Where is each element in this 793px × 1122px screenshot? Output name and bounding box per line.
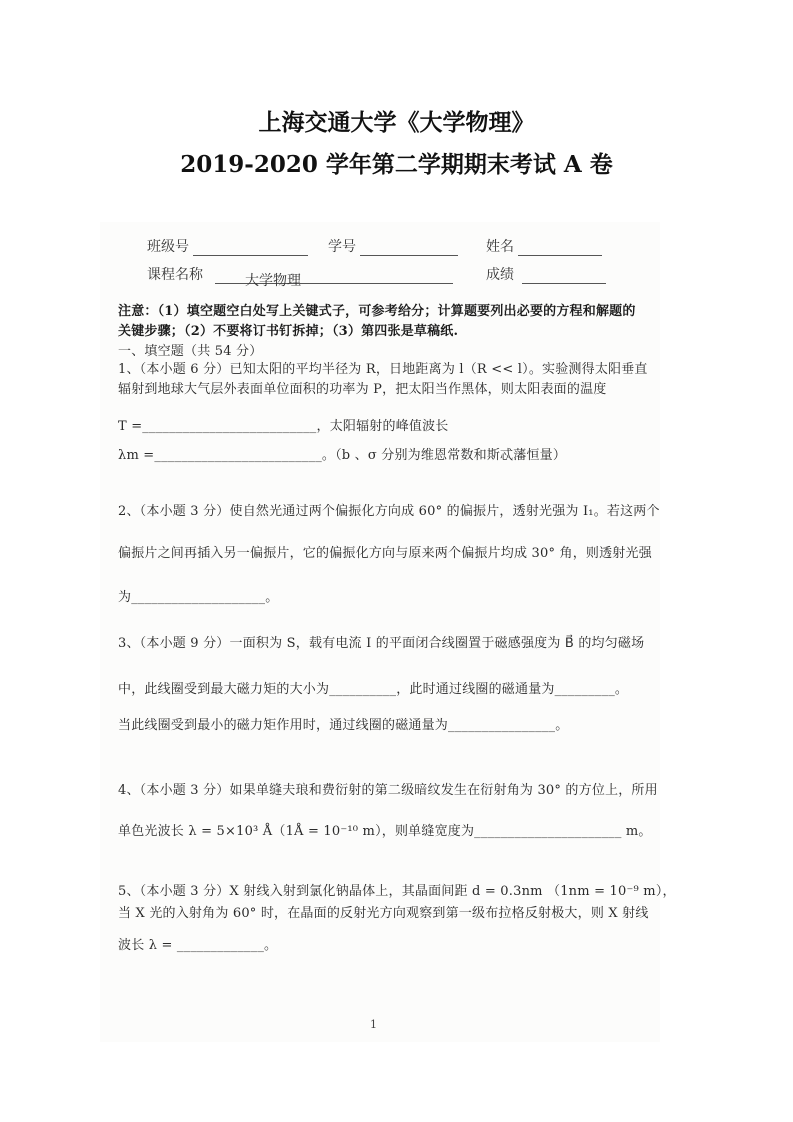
notes-line-1: 注意：（1）填空题空白处写上关键式子，可参考给分；计算题要列出必要的方程和解题的 xyxy=(118,304,636,319)
question-line: 当 X 光的入射角为 60° 时，在晶面的反射光方向观察到第一级布拉格反射极大，则 X 射线 xyxy=(118,906,649,921)
student-id-field[interactable] xyxy=(328,236,458,256)
question-line: 3、（本小题 9 分）一面积为 S，载有电流 I 的平面闭合线圈置于磁感强度为 B⃗ 的均匀磁场 xyxy=(118,636,645,651)
answer-line[interactable]: λm =_________________________。（b 、σ 分别为维恩常数和斯忒藩恒量） xyxy=(118,448,567,463)
class-field[interactable] xyxy=(147,236,308,256)
score-blank xyxy=(522,269,606,284)
answer-line[interactable]: 波长 λ = _____________。 xyxy=(118,938,278,953)
answer-line[interactable]: 中，此线圈受到最大磁力矩的大小为__________，此时通过线圈的磁通量为_________。 xyxy=(118,682,629,697)
notes-line-2: 关键步骤；（2）不要将订书钉拆掉；（3）第四张是草稿纸. xyxy=(118,324,459,339)
name-blank[interactable] xyxy=(518,241,602,256)
name-label: 姓名 xyxy=(486,239,514,255)
question-line: 5、（本小题 3 分）X 射线入射到氯化钠晶体上，其晶面间距 d = 0.3nm （1nm = 10⁻⁹ m）， xyxy=(118,884,676,899)
question-line: 2、（本小题 3 分）使自然光通过两个偏振化方向成 60° 的偏振片，透射光强为 I₁。若这两个 xyxy=(118,504,660,519)
answer-line[interactable]: T =__________________________，太阳辐射的峰值波长 xyxy=(118,419,449,434)
course-field xyxy=(147,264,453,289)
class-blank[interactable] xyxy=(193,241,308,256)
student-id-blank[interactable] xyxy=(360,241,458,256)
answer-line[interactable]: 单色光波长 λ = 5×10³ Å（1Å = 10⁻¹⁰ m），则单缝宽度为______________________ m。 xyxy=(118,824,652,839)
course-label: 课程名称 xyxy=(147,267,203,283)
class-label: 班级号 xyxy=(147,239,189,255)
question-line: 辐射到地球大气层外表面单位面积的功率为 P，把太阳当作黑体，则太阳表面的温度 xyxy=(118,382,607,397)
answer-line[interactable]: 当此线圈受到最小的磁力矩作用时，通过线圈的磁通量为________________。 xyxy=(118,718,569,733)
question-line: 偏振片之间再插入另一偏振片，它的偏振化方向与原来两个偏振片均成 30° 角，则透射光强 xyxy=(118,546,652,561)
score-label: 成绩 xyxy=(486,267,514,283)
name-field[interactable] xyxy=(486,236,602,256)
exam-title: 上海交通大学《大学物理》 xyxy=(258,109,535,136)
exam-subtitle: 2019-2020 学年第二学期期末考试 A 卷 xyxy=(180,151,613,178)
section-heading: 一、填空题（共 54 分） xyxy=(118,344,263,359)
question-line: 1、（本小题 6 分）已知太阳的平均半径为 R，日地距离为 l（R << l）。实验测得太阳垂直 xyxy=(118,362,648,377)
answer-line[interactable]: 为____________________。 xyxy=(118,590,279,605)
page-number: 1 xyxy=(370,1018,377,1031)
student-id-label: 学号 xyxy=(328,239,356,255)
score-field xyxy=(486,264,606,284)
course-value: 大学物理 xyxy=(215,270,453,284)
question-line: 4、（本小题 3 分）如果单缝夫琅和费衍射的第二级暗纹发生在衍射角为 30° 的方位上，所用 xyxy=(118,783,658,798)
